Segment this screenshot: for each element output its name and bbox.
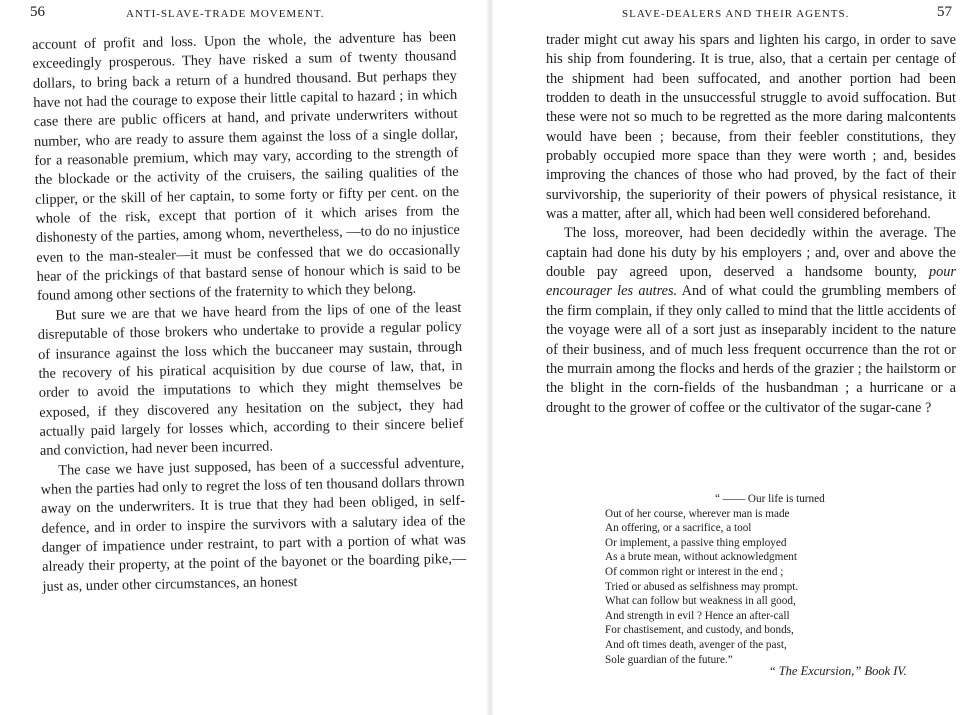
poem-citation [770, 664, 907, 679]
right-page-body [546, 31, 956, 418]
poem-line: Or implement, a passive thing employed [605, 536, 787, 549]
poem-line: Sole guardian of the future.” [605, 653, 733, 666]
paragraph: The case we have just supposed, has been of a successful adventure, when the parties had only to regret the loss of ten thousand dollars thrown away on the underwriters. It is true that they had been obliged, in self-defence, and in order to inspire the survivors with a salutary idea of the danger of impatience under restraint, to part with a portion of what was already their property, at the point of the bayonet or the boarding pike,—just as, under other circumstances, an honest [40, 454, 467, 595]
poem-line: For chastisement, and custody, and bonds, [605, 624, 794, 637]
running-head: ANTI-SLAVE-TRADE MOVEMENT. [126, 8, 325, 20]
poem-line: And oft times death, avenger of the past, [605, 638, 787, 651]
poem-line: As a brute mean, without acknowledgment [605, 551, 798, 564]
left-page-header [30, 6, 470, 26]
poem-line: Of common right or interest in the end ; [605, 565, 784, 578]
french-phrase: pour encourager les autres. [546, 264, 956, 300]
poem-line: Out of her course, wherever man is made [605, 507, 790, 520]
citation-source: The Excursion,” Book IV. [778, 664, 907, 678]
paragraph [546, 224, 956, 417]
poem-line: “ —— Our life is turned [715, 493, 825, 505]
paragraph: But sure we are that we have heard from the lips of one of the least disreputable of those brokers who undertake to provide a regular policy of insurance against the loss which the buccaneer may sustain, through the recovery of his piratical acquisition by due course of law, that, in order to avoid the imputations to which they might themselves be exposed, if they discovered any hesitation on the subject, they had actually paid largely for losses which, according to their sincere belief and conviction, had never been incurred. [37, 299, 464, 460]
paragraph: account of profit and loss. Upon the whole, the adventure has been exceedingly prosperous. They have risked a sum of twenty thousand dollars, to bring back a return of a hundred thousand. But perhaps they have not had the courage to expose their little capital to hazard ; in which case there are public officers at hand, and private underwriters without number, who are ready to assure them against the loss of a single dollar, for a reasonable premium, which may vary, according to the strength of the blockade or the activity of the cruisers, the sailing qualities of the clipper, or the skill of her captain, to some forty or fifty per cent. on the whole of the risk, except that portion of it which arises from the dishonesty of the parties, among whom, nevertheless, —to do no injustice even to the man-stealer—it must be confessed that we do occasionally hear of the prickings of that bastard sense of honour which is said to be found among other sections of the fraternity to which they belong. [32, 28, 461, 305]
left-page-body [32, 28, 467, 597]
poem-quotation [605, 492, 907, 678]
poem-line: And strength in evil ? Hence an after-call [605, 609, 790, 622]
paragraph-text: And of what could the grumbling members of the firm complain, if they only called to mind that the little accidents of the voyage were all of a sort just as inseparably incident to the nature of their business, and of much less frequent occurrence than the rot or the murrain among the flocks and herds of the grazier ; the hailstorm or the blight in the corn-fields of the husbandman ; a hurricane or a drought to the grower of coffee or the cultivator of the sugar-cane ? [546, 283, 956, 416]
right-page [490, 0, 980, 715]
poem-line: An offering, or a sacrifice, a tool [605, 522, 752, 535]
paragraph: trader might cut away his spars and lighten his cargo, in order to save his ship from foundering. It is true, also, that a certain per centage of the shipment had been suffocated, and another portion had been trodden to death in the unsuccessful struggle to avoid suffocation. But these were not so much to be regretted as the more daring malcontents would have been ; because, from their feebler constitutions, they probably occupied more space than they were worth ; and, besides improving the chances of those who had proved, by the fact of their survivorship, the superiority of their powers of physical resistance, it was a matter, after all, which had been well considered beforehand. [546, 32, 956, 223]
page-number: 57 [937, 4, 952, 20]
page-number: 56 [30, 4, 45, 20]
citation-open-quote: “ [770, 664, 776, 678]
poem-line: What can follow but weakness in all good, [605, 595, 796, 608]
right-page-header [622, 6, 960, 26]
poem-line: Tried or abused as selfishness may prompt. [605, 580, 799, 593]
paragraph-text: The loss, moreover, had been decidedly within the average. The captain had done his duty by his employers ; and, over and above the double pay agreed upon, deserved a handsome bounty, [546, 225, 956, 281]
running-head: SLAVE-DEALERS AND THEIR AGENTS. [622, 8, 850, 20]
